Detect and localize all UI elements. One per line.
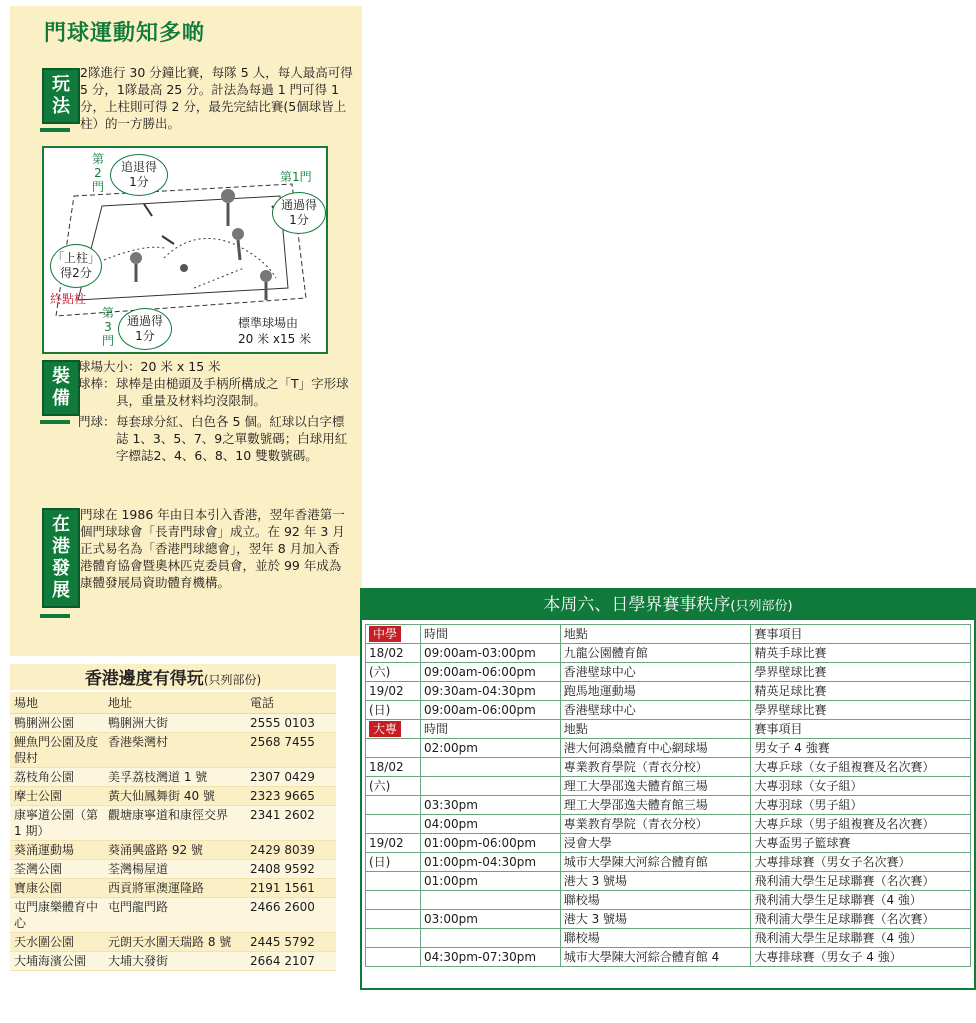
equipment-row: 門球： 每套球分紅、白色各 5 個。紅球以白字標誌 1、3、5、7、9之單數號碼；白球用紅字標誌2、4、6、8、10 雙數號碼。 xyxy=(78,414,348,463)
schedule-header-row xyxy=(366,625,971,644)
date-cell: 18/02 xyxy=(366,644,421,663)
rules-text: 2隊進行 30 分鐘比賽，每隊 5 人，每人最高可得 5 分，1隊最高 25 分。計法為每過 1 門可得 1 分，上柱則可得 2 分，最先完結比賽(5個球皆上柱）的一方勝出。 xyxy=(80,65,353,131)
table-row xyxy=(366,834,971,853)
time-cell xyxy=(421,777,561,796)
date-cell xyxy=(366,929,421,948)
venue-cell: 香港壁球中心 xyxy=(560,701,751,720)
event-cell: 大專排球賽（男女子名次賽） xyxy=(751,853,971,872)
table-row xyxy=(10,806,336,841)
venue-cell: 專業教育學院（青衣分校） xyxy=(560,815,751,834)
venue-address: 元朗天水圍天瑞路 8 號 xyxy=(104,933,246,952)
venues-table xyxy=(10,692,336,971)
venues-title: 香港邊度有得玩 xyxy=(84,669,204,689)
date-cell: 19/02 xyxy=(366,682,421,701)
divider xyxy=(40,614,70,618)
event-cell: 大專乒球（男子組複賽及名次賽） xyxy=(751,815,971,834)
venue-phone: 2408 9592 xyxy=(246,860,336,879)
category-cell xyxy=(366,720,421,739)
venue-address: 荃灣楊屋道 xyxy=(104,860,246,879)
event-cell: 大專羽球（女子組） xyxy=(751,777,971,796)
date-cell xyxy=(366,872,421,891)
equipment-label: 裝 備 xyxy=(42,360,80,416)
table-row xyxy=(366,777,971,796)
event-cell: 飛利浦大學生足球聯賽（4 強） xyxy=(751,929,971,948)
table-row xyxy=(10,733,336,768)
venue-cell: 理工大學邵逸夫體育館三場 xyxy=(560,777,751,796)
table-row xyxy=(10,841,336,860)
venue-name: 寶康公園 xyxy=(10,879,104,898)
bubble-back: 追退得 1分 xyxy=(110,154,168,196)
event-cell: 大專乒球（女子組複賽及名次賽） xyxy=(751,758,971,777)
table-row xyxy=(366,758,971,777)
venue-phone: 2191 1561 xyxy=(246,879,336,898)
venue-phone: 2341 2602 xyxy=(246,806,336,841)
event-cell: 精英手球比賽 xyxy=(751,644,971,663)
venues-heading xyxy=(10,664,336,690)
venue-name: 鴨脷洲公園 xyxy=(10,714,104,733)
venue-name: 康寧道公園（第 1 期） xyxy=(10,806,104,841)
event-cell: 飛利浦大學生足球聯賽（4 強） xyxy=(751,891,971,910)
venue-cell: 聯校場 xyxy=(560,929,751,948)
header-event: 賽事項目 xyxy=(751,625,971,644)
venue-name: 摩士公園 xyxy=(10,787,104,806)
header-venue: 地點 xyxy=(560,625,751,644)
date-cell xyxy=(366,948,421,967)
equipment-row: 球棒： 球棒是由槌頭及手柄所構成之「T」字形球具，重量及材料均沒限制。 xyxy=(78,376,349,408)
category-badge: 大專 xyxy=(369,721,401,737)
header-time: 時間 xyxy=(421,625,561,644)
table-row xyxy=(366,739,971,758)
venue-cell: 跑馬地運動場 xyxy=(560,682,751,701)
bubble-pass-3: 通過得 1分 xyxy=(118,308,172,350)
venue-cell: 聯校場 xyxy=(560,891,751,910)
time-cell: 01:00pm xyxy=(421,872,561,891)
table-row xyxy=(10,768,336,787)
standard-court-line1: 標準球場由 xyxy=(238,316,299,330)
date-cell xyxy=(366,815,421,834)
date-cell: (日) xyxy=(366,853,421,872)
event-cell: 大專排球賽（男女子 4 強） xyxy=(751,948,971,967)
venue-phone: 2555 0103 xyxy=(246,714,336,733)
venue-phone: 2445 5792 xyxy=(246,933,336,952)
event-cell: 飛利浦大學生足球聯賽（名次賽） xyxy=(751,872,971,891)
table-row xyxy=(10,952,336,971)
venue-phone: 2568 7455 xyxy=(246,733,336,768)
table-row xyxy=(366,701,971,720)
event-cell: 學界壁球比賽 xyxy=(751,701,971,720)
rules-label: 玩 法 xyxy=(42,68,80,124)
schedule-header-row xyxy=(366,720,971,739)
time-cell: 02:00pm xyxy=(421,739,561,758)
time-cell: 03:30pm xyxy=(421,796,561,815)
date-cell xyxy=(366,796,421,815)
panel-title: 門球運動知多啲 xyxy=(44,21,206,46)
venue-cell: 港大 3 號場 xyxy=(560,910,751,929)
table-row xyxy=(366,891,971,910)
time-cell: 01:00pm-06:00pm xyxy=(421,834,561,853)
venue-cell: 港大 3 號場 xyxy=(560,872,751,891)
table-row xyxy=(10,787,336,806)
venue-address: 觀塘康寧道和康徑交界 xyxy=(104,806,246,841)
venue-address: 屯門龍門路 xyxy=(104,898,246,933)
venue-phone: 2429 8039 xyxy=(246,841,336,860)
divider xyxy=(40,420,70,424)
table-row xyxy=(366,910,971,929)
equipment-text xyxy=(78,358,356,464)
header-time: 時間 xyxy=(421,720,561,739)
venue-name: 荃灣公園 xyxy=(10,860,104,879)
table-row xyxy=(366,663,971,682)
table-row xyxy=(366,929,971,948)
venue-phone: 2307 0429 xyxy=(246,768,336,787)
equipment-row: 球場大小： 20 米 x 15 米 xyxy=(78,359,221,374)
event-cell: 精英足球比賽 xyxy=(751,682,971,701)
venue-phone: 2664 2107 xyxy=(246,952,336,971)
header-event: 賽事項目 xyxy=(751,720,971,739)
date-cell: 18/02 xyxy=(366,758,421,777)
time-cell: 09:30am-04:30pm xyxy=(421,682,561,701)
divider xyxy=(40,128,70,132)
date-cell: (六) xyxy=(366,663,421,682)
hongkong-text: 門球在 1986 年由日本引入香港，翌年香港第一個門球球會「長青門球會」成立。在 92 年 3 月正式易名為「香港門球總會」，翌年 8 月加入香港體育協會暨奧林匹克委員會，並於 99 年成為康體發展局資助體育機構。 xyxy=(80,507,345,590)
table-row xyxy=(10,933,336,952)
table-row xyxy=(10,860,336,879)
venue-cell: 城市大學陳大河綜合體育館 4 xyxy=(560,948,751,967)
time-cell: 01:00pm-04:30pm xyxy=(421,853,561,872)
venue-cell: 理工大學邵逸夫體育館三場 xyxy=(560,796,751,815)
table-row xyxy=(366,872,971,891)
venue-phone: 2323 9665 xyxy=(246,787,336,806)
venue-address: 鴨脷洲大街 xyxy=(104,714,246,733)
time-cell: 09:00am-03:00pm xyxy=(421,644,561,663)
time-cell: 09:00am-06:00pm xyxy=(421,663,561,682)
venues-subtitle: (只列部份) xyxy=(203,673,262,687)
date-cell: (六) xyxy=(366,777,421,796)
gate-2-label: 第 2 門 xyxy=(92,152,105,194)
venue-cell: 城市大學陳大河綜合體育館 xyxy=(560,853,751,872)
time-cell: 04:30pm-07:30pm xyxy=(421,948,561,967)
table-row xyxy=(366,682,971,701)
header-venue: 地點 xyxy=(560,720,751,739)
table-row xyxy=(10,898,336,933)
bubble-post: 「上柱」 得2分 xyxy=(50,244,102,288)
event-cell: 大專羽球（男子組） xyxy=(751,796,971,815)
venue-cell: 專業教育學院（青衣分校） xyxy=(560,758,751,777)
venue-address: 香港柴灣村 xyxy=(104,733,246,768)
table-row xyxy=(366,644,971,663)
event-cell: 學界壁球比賽 xyxy=(751,663,971,682)
venue-address: 黃大仙鳳舞街 40 號 xyxy=(104,787,246,806)
court-diagram xyxy=(42,146,328,354)
category-badge: 中學 xyxy=(369,626,401,642)
gate-1-label: 第1門 xyxy=(280,170,312,184)
time-cell: 04:00pm xyxy=(421,815,561,834)
venue-cell: 港大何鴻燊體育中心網球場 xyxy=(560,739,751,758)
venue-phone: 2466 2600 xyxy=(246,898,336,933)
date-cell xyxy=(366,891,421,910)
time-cell xyxy=(421,929,561,948)
table-row xyxy=(366,796,971,815)
venue-address: 美孚荔枝灣道 1 號 xyxy=(104,768,246,787)
venue-cell: 浸會大學 xyxy=(560,834,751,853)
venue-name: 鯉魚門公園及度假村 xyxy=(10,733,104,768)
schedule-panel xyxy=(360,588,976,990)
hongkong-label: 在 港 發 展 xyxy=(42,508,80,608)
time-cell xyxy=(421,758,561,777)
gate-3-label: 第 3 門 xyxy=(102,306,115,348)
date-cell: (日) xyxy=(366,701,421,720)
venue-name: 葵涌運動場 xyxy=(10,841,104,860)
venue-name: 屯門康樂體育中心 xyxy=(10,898,104,933)
bubble-pass: 通過得 1分 xyxy=(272,192,326,234)
standard-court-line2: 20 米 x15 米 xyxy=(238,332,312,346)
category-cell xyxy=(366,625,421,644)
table-row xyxy=(366,948,971,967)
table-row xyxy=(366,815,971,834)
event-cell: 大專盃男子籃球賽 xyxy=(751,834,971,853)
time-cell: 03:00pm xyxy=(421,910,561,929)
date-cell: 19/02 xyxy=(366,834,421,853)
schedule-title: 本周六、日學界賽事秩序(只列部份) xyxy=(362,590,974,620)
end-post-label: 終點柱 xyxy=(50,292,87,306)
venue-address: 西貢將軍澳運隆路 xyxy=(104,879,246,898)
venue-name: 天水圍公園 xyxy=(10,933,104,952)
venue-cell: 香港壁球中心 xyxy=(560,663,751,682)
date-cell xyxy=(366,910,421,929)
event-cell: 飛利浦大學生足球聯賽（名次賽） xyxy=(751,910,971,929)
date-cell xyxy=(366,739,421,758)
venue-address: 葵涌興盛路 92 號 xyxy=(104,841,246,860)
venue-name: 大埔海濱公園 xyxy=(10,952,104,971)
table-header-row: 場地 地址 電話 xyxy=(10,692,336,714)
time-cell xyxy=(421,891,561,910)
table-row xyxy=(366,853,971,872)
venue-cell: 九龍公園體育館 xyxy=(560,644,751,663)
table-row xyxy=(10,879,336,898)
venue-name: 荔枝角公園 xyxy=(10,768,104,787)
time-cell: 09:00am-06:00pm xyxy=(421,701,561,720)
venue-address: 大埔大發街 xyxy=(104,952,246,971)
schedule-table xyxy=(365,624,971,967)
event-cell: 男女子 4 強賽 xyxy=(751,739,971,758)
table-row xyxy=(10,714,336,733)
